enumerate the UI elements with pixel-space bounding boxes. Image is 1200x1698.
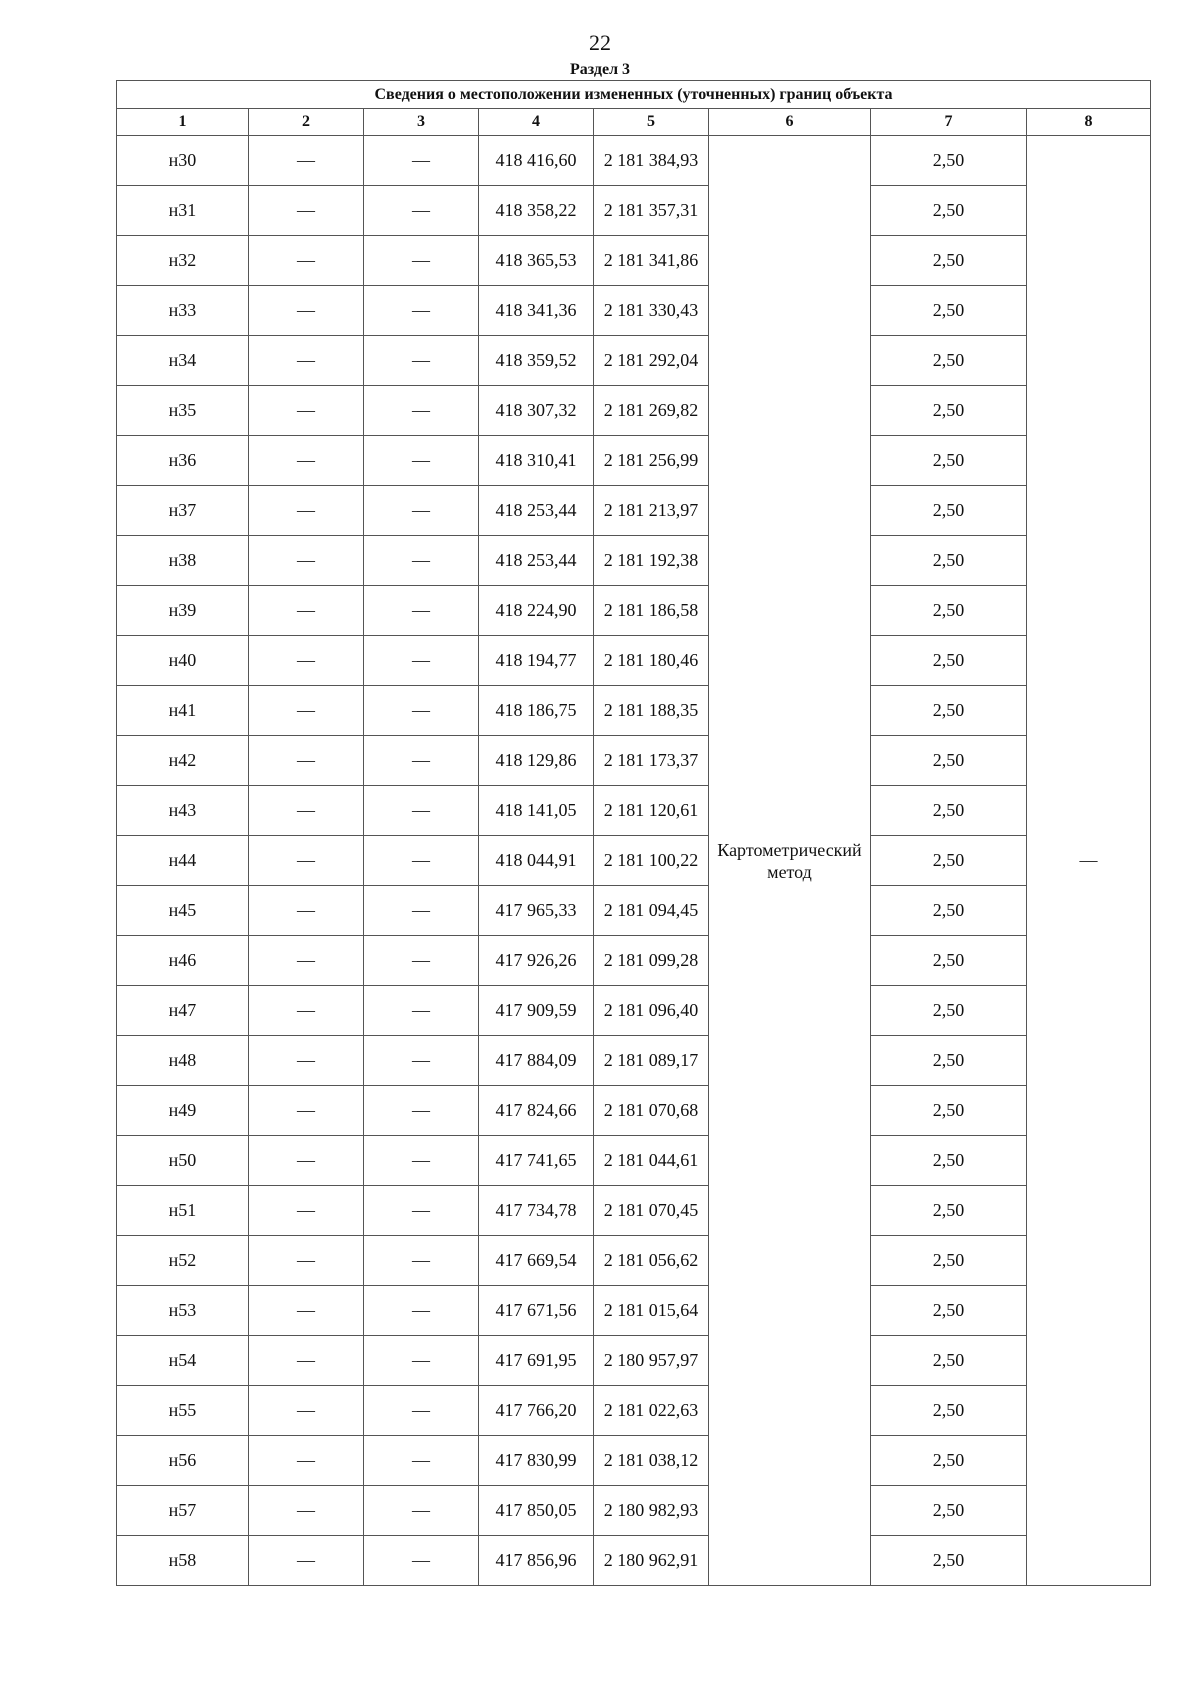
y-coordinate-cell: 2 181 384,93 [594,136,709,186]
column-2-cell: — [249,936,364,986]
y-coordinate-cell: 2 181 120,61 [594,786,709,836]
x-coordinate-cell: 417 734,78 [479,1186,594,1236]
point-cell: н57 [117,1486,249,1536]
table-row [117,136,1151,186]
y-coordinate-cell: 2 181 213,97 [594,486,709,536]
x-coordinate-cell: 417 926,26 [479,936,594,986]
x-coordinate-cell: 417 850,05 [479,1486,594,1536]
y-coordinate-cell: 2 181 180,46 [594,636,709,686]
point-cell: н35 [117,386,249,436]
table-row [117,1536,1151,1586]
x-coordinate-cell: 417 671,56 [479,1286,594,1336]
column-2-cell: — [249,1386,364,1436]
y-coordinate-cell: 2 181 357,31 [594,186,709,236]
y-coordinate-cell: 2 181 186,58 [594,586,709,636]
y-coordinate-cell: 2 181 100,22 [594,836,709,886]
point-cell: н53 [117,1286,249,1336]
accuracy-cell: 2,50 [871,886,1027,936]
x-coordinate-cell: 418 253,44 [479,536,594,586]
point-cell: н46 [117,936,249,986]
point-cell: н48 [117,1036,249,1086]
accuracy-cell: 2,50 [871,836,1027,886]
accuracy-cell: 2,50 [871,786,1027,836]
accuracy-cell: 2,50 [871,386,1027,436]
column-2-cell: — [249,336,364,386]
x-coordinate-cell: 418 224,90 [479,586,594,636]
column-3-cell: — [364,136,479,186]
x-coordinate-cell: 418 358,22 [479,186,594,236]
coordinates-table [116,80,1151,1586]
column-2-cell: — [249,136,364,186]
point-cell: н58 [117,1536,249,1586]
column-number: 3 [364,109,479,136]
table-row [117,1036,1151,1086]
point-cell: н43 [117,786,249,836]
point-cell: н32 [117,236,249,286]
x-coordinate-cell: 417 965,33 [479,886,594,936]
column-2-cell: — [249,1286,364,1336]
x-coordinate-cell: 418 416,60 [479,136,594,186]
accuracy-cell: 2,50 [871,1286,1027,1336]
x-coordinate-cell: 418 044,91 [479,836,594,886]
accuracy-cell: 2,50 [871,536,1027,586]
column-3-cell: — [364,386,479,436]
point-cell: н34 [117,336,249,386]
accuracy-cell: 2,50 [871,636,1027,686]
section-title: Раздел 3 [569,61,631,78]
accuracy-cell: 2,50 [871,286,1027,336]
point-cell: н42 [117,736,249,786]
table-row [117,636,1151,686]
point-cell: н50 [117,1136,249,1186]
column-2-cell: — [249,1486,364,1536]
column-2-cell: — [249,836,364,886]
table-row [117,936,1151,986]
point-cell: н30 [117,136,249,186]
column-number: 1 [117,109,249,136]
x-coordinate-cell: 418 359,52 [479,336,594,386]
column-3-cell: — [364,536,479,586]
column-3-cell: — [364,186,479,236]
accuracy-cell: 2,50 [871,1136,1027,1186]
table-row [117,586,1151,636]
column-2-cell: — [249,1536,364,1586]
accuracy-cell: 2,50 [871,186,1027,236]
column-3-cell: — [364,836,479,886]
y-coordinate-cell: 2 181 269,82 [594,386,709,436]
accuracy-cell: 2,50 [871,1036,1027,1086]
point-cell: н44 [117,836,249,886]
column-3-cell: — [364,1186,479,1236]
table-row [117,336,1151,386]
point-cell: н36 [117,436,249,486]
column-3-cell: — [364,1386,479,1436]
column-number: 7 [871,109,1027,136]
y-coordinate-cell: 2 181 038,12 [594,1436,709,1486]
point-cell: н52 [117,1236,249,1286]
y-coordinate-cell: 2 181 192,38 [594,536,709,586]
table-caption: Сведения о местоположении измененных (уточненных) границ объекта [117,81,1151,109]
column-2-cell: — [249,1136,364,1186]
column-3-cell: — [364,786,479,836]
y-coordinate-cell: 2 181 089,17 [594,1036,709,1086]
accuracy-cell: 2,50 [871,236,1027,286]
column-3-cell: — [364,1086,479,1136]
y-coordinate-cell: 2 181 256,99 [594,436,709,486]
y-coordinate-cell: 2 180 962,91 [594,1536,709,1586]
column-3-cell: — [364,1436,479,1486]
column-2-cell: — [249,536,364,586]
column-2-cell: — [249,636,364,686]
x-coordinate-cell: 417 824,66 [479,1086,594,1136]
column-2-cell: — [249,386,364,436]
column-2-cell: — [249,486,364,536]
column-3-cell: — [364,1336,479,1386]
x-coordinate-cell: 418 341,36 [479,286,594,336]
column-2-cell: — [249,986,364,1036]
point-cell: н55 [117,1386,249,1436]
y-coordinate-cell: 2 180 957,97 [594,1336,709,1386]
column-2-cell: — [249,1236,364,1286]
y-coordinate-cell: 2 181 056,62 [594,1236,709,1286]
table-row [117,1286,1151,1336]
y-coordinate-cell: 2 181 022,63 [594,1386,709,1436]
accuracy-cell: 2,50 [871,486,1027,536]
column-number: 4 [479,109,594,136]
column-2-cell: — [249,886,364,936]
column-3-cell: — [364,286,479,336]
x-coordinate-cell: 417 856,96 [479,1536,594,1586]
column-3-cell: — [364,886,479,936]
accuracy-cell: 2,50 [871,586,1027,636]
page-number: 22 [589,30,611,55]
table-row [117,1486,1151,1536]
column-2-cell: — [249,586,364,636]
point-cell: н40 [117,636,249,686]
accuracy-cell: 2,50 [871,336,1027,386]
column-8-cell: — [1027,136,1151,1586]
point-cell: н49 [117,1086,249,1136]
column-2-cell: — [249,786,364,836]
column-3-cell: — [364,1136,479,1186]
x-coordinate-cell: 417 766,20 [479,1386,594,1436]
column-3-cell: — [364,486,479,536]
column-2-cell: — [249,736,364,786]
column-2-cell: — [249,1336,364,1386]
column-3-cell: — [364,586,479,636]
table-body [117,136,1151,1586]
table-row [117,186,1151,236]
y-coordinate-cell: 2 181 096,40 [594,986,709,1036]
accuracy-cell: 2,50 [871,1536,1027,1586]
accuracy-cell: 2,50 [871,1486,1027,1536]
point-cell: н51 [117,1186,249,1236]
x-coordinate-cell: 418 186,75 [479,686,594,736]
column-3-cell: — [364,736,479,786]
accuracy-cell: 2,50 [871,1186,1027,1236]
table-row [117,736,1151,786]
method-cell: Картометрический метод [709,136,871,1586]
table-row [117,1086,1151,1136]
y-coordinate-cell: 2 181 070,45 [594,1186,709,1236]
column-3-cell: — [364,236,479,286]
accuracy-cell: 2,50 [871,936,1027,986]
accuracy-cell: 2,50 [871,1336,1027,1386]
table-row [117,886,1151,936]
column-number: 5 [594,109,709,136]
column-3-cell: — [364,1486,479,1536]
point-cell: н45 [117,886,249,936]
column-3-cell: — [364,686,479,736]
column-number: 6 [709,109,871,136]
table-row [117,1136,1151,1186]
column-2-cell: — [249,1086,364,1136]
column-3-cell: — [364,1236,479,1286]
table-row [117,486,1151,536]
column-2-cell: — [249,1436,364,1486]
x-coordinate-cell: 418 365,53 [479,236,594,286]
point-cell: н33 [117,286,249,336]
accuracy-cell: 2,50 [871,736,1027,786]
point-cell: н47 [117,986,249,1036]
column-2-cell: — [249,436,364,486]
column-2-cell: — [249,286,364,336]
point-cell: н41 [117,686,249,736]
accuracy-cell: 2,50 [871,686,1027,736]
column-3-cell: — [364,1536,479,1586]
column-2-cell: — [249,186,364,236]
y-coordinate-cell: 2 180 982,93 [594,1486,709,1536]
y-coordinate-cell: 2 181 094,45 [594,886,709,936]
y-coordinate-cell: 2 181 070,68 [594,1086,709,1136]
x-coordinate-cell: 418 307,32 [479,386,594,436]
x-coordinate-cell: 417 741,65 [479,1136,594,1186]
table-row [117,286,1151,336]
column-2-cell: — [249,1036,364,1086]
y-coordinate-cell: 2 181 341,86 [594,236,709,286]
table-row [117,1236,1151,1286]
column-2-cell: — [249,1186,364,1236]
column-3-cell: — [364,336,479,386]
table-row [117,986,1151,1036]
column-3-cell: — [364,436,479,486]
x-coordinate-cell: 418 129,86 [479,736,594,786]
point-cell: н31 [117,186,249,236]
point-cell: н39 [117,586,249,636]
column-3-cell: — [364,936,479,986]
table-row [117,386,1151,436]
x-coordinate-cell: 417 909,59 [479,986,594,1036]
accuracy-cell: 2,50 [871,1086,1027,1136]
x-coordinate-cell: 418 253,44 [479,486,594,536]
y-coordinate-cell: 2 181 044,61 [594,1136,709,1186]
accuracy-cell: 2,50 [871,986,1027,1036]
accuracy-cell: 2,50 [871,1236,1027,1286]
point-cell: н56 [117,1436,249,1486]
y-coordinate-cell: 2 181 173,37 [594,736,709,786]
column-3-cell: — [364,636,479,686]
column-number-row [117,109,1151,136]
x-coordinate-cell: 417 830,99 [479,1436,594,1486]
table-row [117,836,1151,886]
column-3-cell: — [364,1036,479,1086]
accuracy-cell: 2,50 [871,1386,1027,1436]
table-row [117,236,1151,286]
table-row [117,686,1151,736]
y-coordinate-cell: 2 181 188,35 [594,686,709,736]
table-row [117,536,1151,586]
column-2-cell: — [249,686,364,736]
accuracy-cell: 2,50 [871,136,1027,186]
y-coordinate-cell: 2 181 330,43 [594,286,709,336]
column-3-cell: — [364,986,479,1036]
point-cell: н54 [117,1336,249,1386]
point-cell: н38 [117,536,249,586]
table-row [117,1386,1151,1436]
x-coordinate-cell: 418 310,41 [479,436,594,486]
column-2-cell: — [249,236,364,286]
x-coordinate-cell: 417 884,09 [479,1036,594,1086]
table-row [117,1436,1151,1486]
accuracy-cell: 2,50 [871,436,1027,486]
x-coordinate-cell: 417 691,95 [479,1336,594,1386]
table-row [117,1186,1151,1236]
column-3-cell: — [364,1286,479,1336]
x-coordinate-cell: 418 194,77 [479,636,594,686]
table-row [117,436,1151,486]
x-coordinate-cell: 418 141,05 [479,786,594,836]
table-row [117,786,1151,836]
column-number: 2 [249,109,364,136]
x-coordinate-cell: 417 669,54 [479,1236,594,1286]
y-coordinate-cell: 2 181 292,04 [594,336,709,386]
accuracy-cell: 2,50 [871,1436,1027,1486]
column-number: 8 [1027,109,1151,136]
table-row [117,1336,1151,1386]
y-coordinate-cell: 2 181 015,64 [594,1286,709,1336]
y-coordinate-cell: 2 181 099,28 [594,936,709,986]
point-cell: н37 [117,486,249,536]
